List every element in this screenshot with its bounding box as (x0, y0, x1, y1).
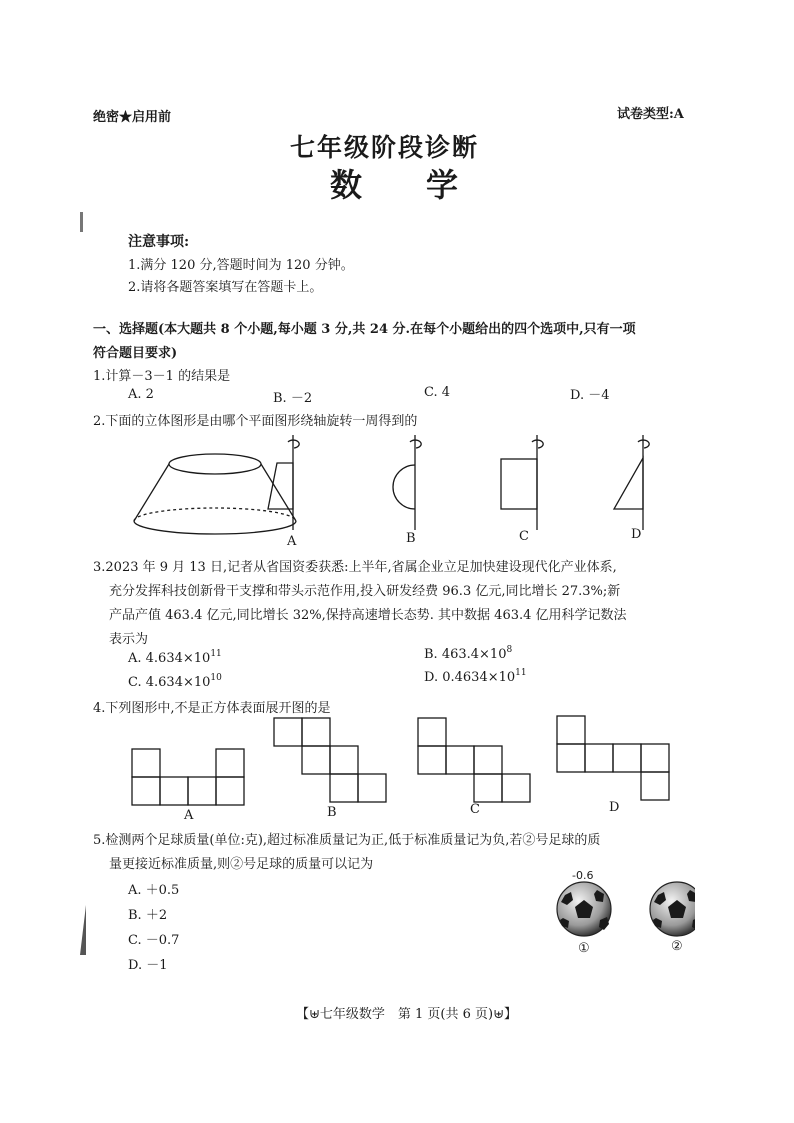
q4-label-c: C (470, 802, 480, 817)
scan-shadow (80, 905, 86, 955)
section-heading: 一、选择题(本大题共 8 个小题,每小题 3 分,共 24 分.在每个小题给出的四个选项中,只有一项 (93, 322, 636, 337)
q1-option-a: A. 2 (128, 387, 154, 402)
section-heading-cont: 符合题目要求) (93, 346, 178, 361)
soccer-balls (555, 880, 695, 942)
q3-option-b: B. $463.4\times 10^8$ (424, 645, 513, 662)
option-b-semicircle (393, 435, 421, 530)
frustum-figure (134, 454, 296, 534)
option-c-rectangle (501, 435, 543, 530)
option-d-triangle (614, 435, 649, 530)
soccer-ball-icon (650, 882, 695, 936)
q4-nets (125, 710, 685, 810)
q4-label-a: A (184, 808, 194, 823)
q1-option-c: C. 4 (424, 385, 451, 400)
net-a (132, 749, 244, 805)
scan-mark (80, 212, 83, 232)
q5-line: 量更接近标准质量,则②号足球的质量可以记为 (109, 857, 374, 872)
q5-option-a: A. ＋0.5 (128, 883, 180, 898)
ball-2-label: ② (671, 939, 683, 954)
note-item: 2.请将各题答案填写在答题卡上。 (128, 280, 323, 295)
subject-title: 数 学 (330, 166, 459, 204)
q1-option-d: D. －4 (570, 388, 610, 403)
q2-label-a: A (287, 534, 297, 549)
q4-label-d: D (609, 800, 620, 815)
q4-stem: 4.下列图形中,不是正方体表面展开图的是 (93, 701, 331, 716)
option-a-trapezoid (268, 435, 299, 530)
q3-option-c: C. $4.634\times 10^{10}$ (128, 673, 222, 690)
q5-line: 5.检测两个足球质量(单位:克),超过标准质量记为正,低于标准质量记为负,若②号足球的质 (93, 833, 601, 848)
paper-type-label: 试卷类型:A (617, 107, 684, 122)
q5-option-c: C. －0.7 (128, 933, 180, 948)
q2-figures (120, 430, 680, 550)
q3-line: 充分发挥科技创新骨干支撑和带头示范作用,投入研发经费 96.3 亿元,同比增长 27.3%;新 (109, 584, 621, 599)
q5-option-d: D. －1 (128, 958, 168, 973)
q3-line: 表示为 (109, 632, 149, 647)
q2-label-c: C (519, 529, 529, 544)
note-item: 1.满分 120 分,答题时间为 120 分钟。 (128, 258, 354, 273)
ball-1-label: ① (578, 941, 590, 956)
exam-title: 七年级阶段诊断 (290, 133, 480, 162)
confidential-label: 绝密★启用前 (93, 110, 172, 125)
q4-label-b: B (327, 805, 337, 820)
page-footer: 【⊎七年级数学 第 1 页(共 6 页)⊎】 (296, 1007, 518, 1022)
q2-label-b: B (406, 531, 416, 546)
q3-line: 3.2023 年 9 月 13 日,记者从省国资委获悉:上半年,省属企业立足加快建设现代化产业体系, (93, 560, 617, 575)
ball-1-value: -0.6 (572, 869, 594, 882)
q3-option-d: D. $0.4634\times 10^{11}$ (424, 668, 527, 685)
q2-label-d: D (631, 527, 642, 542)
notes-heading: 注意事项: (128, 234, 190, 250)
net-b (274, 718, 386, 802)
q2-stem: 2.下面的立体图形是由哪个平面图形绕轴旋转一周得到的 (93, 414, 418, 429)
q1-stem: 1.计算－3－1 的结果是 (93, 369, 231, 384)
q5-option-b: B. ＋2 (128, 908, 168, 923)
q3-option-a: A. $4.634\times 10^{11}$ (128, 649, 222, 666)
soccer-ball-icon (557, 882, 611, 936)
net-d (557, 716, 669, 800)
net-c (418, 718, 530, 802)
q3-line: 产品产值 463.4 亿元,同比增长 32%,保持高速增长态势. 其中数据 463.4 亿用科学记数法 (109, 608, 627, 623)
q1-option-b: B. －2 (273, 391, 313, 406)
